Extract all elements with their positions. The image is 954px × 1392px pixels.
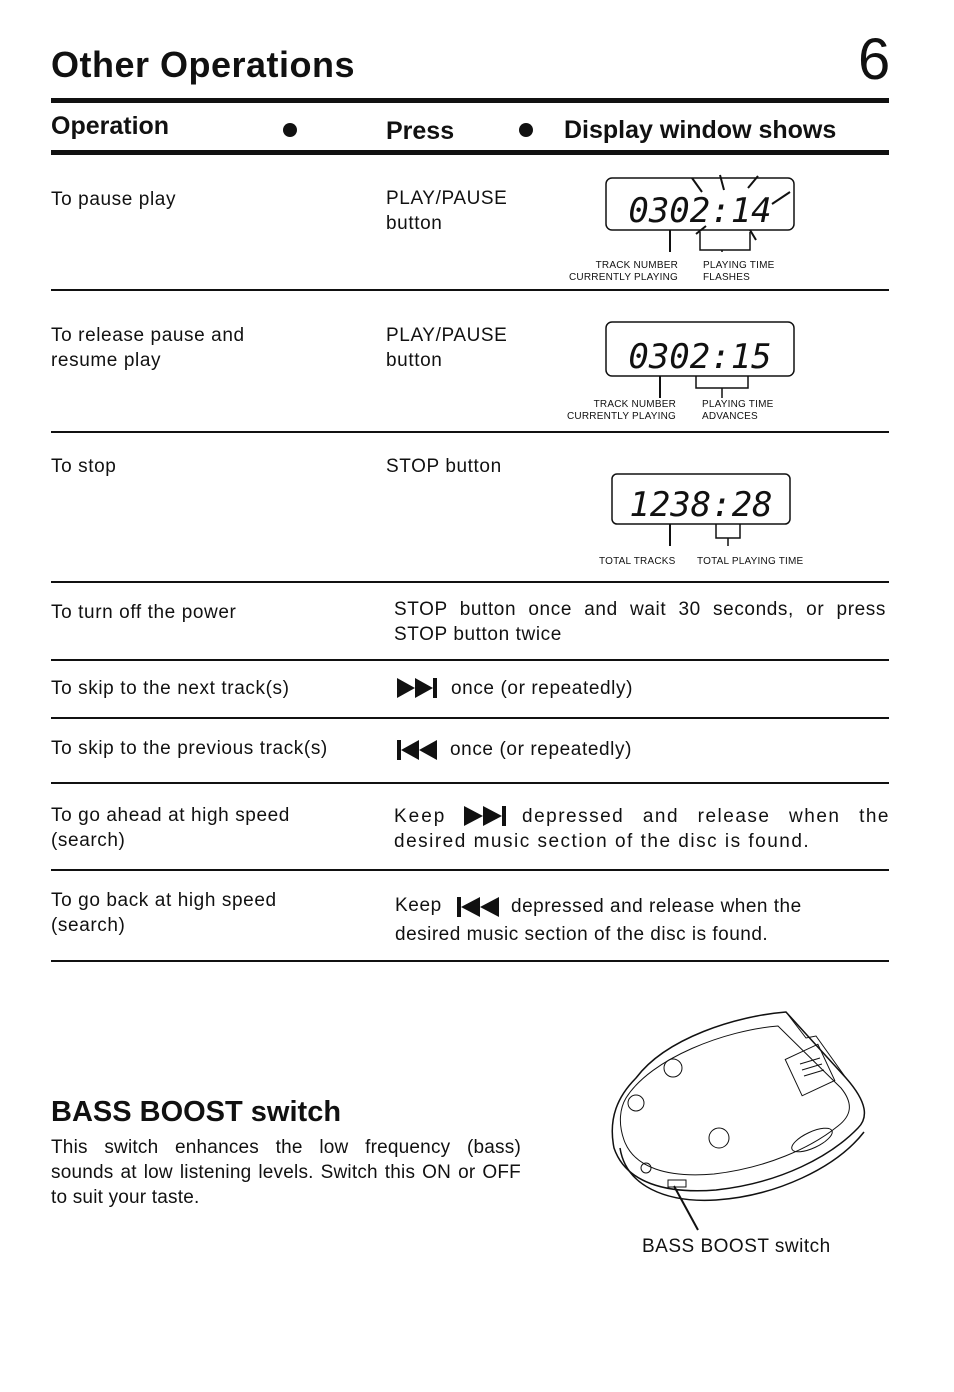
bass-boost-switch bbox=[668, 1180, 686, 1187]
header-press: Press bbox=[386, 117, 455, 145]
label-total-tracks: TOTAL TRACKS bbox=[599, 556, 676, 567]
operation-skip-next: To skip to the next track(s) bbox=[51, 678, 290, 699]
press-stop: STOP button bbox=[386, 456, 502, 477]
press-power-off: STOP button once and wait 30 seconds, or press STOP button twice bbox=[394, 599, 886, 645]
row-divider bbox=[51, 289, 889, 291]
press-resume: PLAY/PAUSE button bbox=[386, 325, 508, 371]
label-total-playing-time: TOTAL PLAYING TIME bbox=[697, 556, 804, 567]
bullet-icon bbox=[283, 123, 297, 137]
press-search-back: depressed and release when the desired music section of the disc is found. bbox=[395, 896, 802, 945]
label-track-number: TRACK NUMBER CURRENTLY PLAYING bbox=[567, 399, 676, 422]
cd-player-illustration bbox=[606, 1008, 876, 1234]
bullet-icon bbox=[519, 123, 533, 137]
label-playing-time: PLAYING TIME ADVANCES bbox=[702, 399, 774, 422]
row-divider bbox=[51, 431, 889, 433]
press-skip-previous: once (or repeatedly) bbox=[450, 739, 633, 760]
press-keep-label: Keep bbox=[395, 895, 442, 916]
press-keep-label: Keep bbox=[394, 806, 447, 827]
lcd-digits: 1238:28 bbox=[629, 485, 773, 525]
lcd-digits: 0302:15 bbox=[628, 337, 772, 377]
header-display: Display window shows bbox=[564, 116, 837, 144]
header-rule-bottom bbox=[51, 150, 889, 155]
operation-search-forward: To go ahead at high speed (search) bbox=[51, 805, 290, 851]
page-title: Other Operations bbox=[51, 44, 356, 85]
page-number: 6 bbox=[858, 27, 891, 92]
lcd-display-resume bbox=[600, 316, 800, 400]
label-playing-time: PLAYING TIME FLASHES bbox=[703, 260, 775, 283]
row-divider bbox=[51, 960, 889, 962]
lcd-display-pause bbox=[600, 172, 800, 252]
header-rule-top bbox=[51, 98, 889, 103]
bass-boost-description: This switch enhances the low frequency (bass) sounds at low listening levels. Switch this ON or OFF to suit your taste. bbox=[51, 1137, 521, 1208]
row-divider bbox=[51, 717, 889, 719]
header-operation: Operation bbox=[51, 112, 170, 140]
row-divider bbox=[51, 659, 889, 661]
row-divider bbox=[51, 581, 889, 583]
operation-pause: To pause play bbox=[51, 189, 177, 210]
operation-stop: To stop bbox=[51, 456, 117, 477]
bass-boost-title: BASS BOOST switch bbox=[51, 1096, 342, 1128]
press-skip-next: once (or repeatedly) bbox=[451, 678, 634, 699]
row-divider bbox=[51, 869, 889, 871]
operation-power-off: To turn off the power bbox=[51, 602, 237, 623]
operation-search-back: To go back at high speed (search) bbox=[51, 890, 277, 936]
label-track-number: TRACK NUMBER CURRENTLY PLAYING bbox=[569, 260, 678, 283]
skip-next-icon bbox=[397, 678, 439, 698]
lcd-digits: 0302:14 bbox=[628, 191, 772, 231]
bass-boost-figure-label: BASS BOOST switch bbox=[642, 1236, 831, 1257]
lcd-display-stop bbox=[606, 468, 796, 552]
operation-resume: To release pause and resume play bbox=[51, 325, 245, 371]
skip-previous-icon bbox=[397, 740, 439, 760]
row-divider bbox=[51, 782, 889, 784]
press-search-forward: depressed and release when the desired music section of the disc is found. bbox=[394, 806, 890, 852]
operation-skip-previous: To skip to the previous track(s) bbox=[51, 738, 328, 759]
press-pause: PLAY/PAUSE button bbox=[386, 188, 508, 234]
